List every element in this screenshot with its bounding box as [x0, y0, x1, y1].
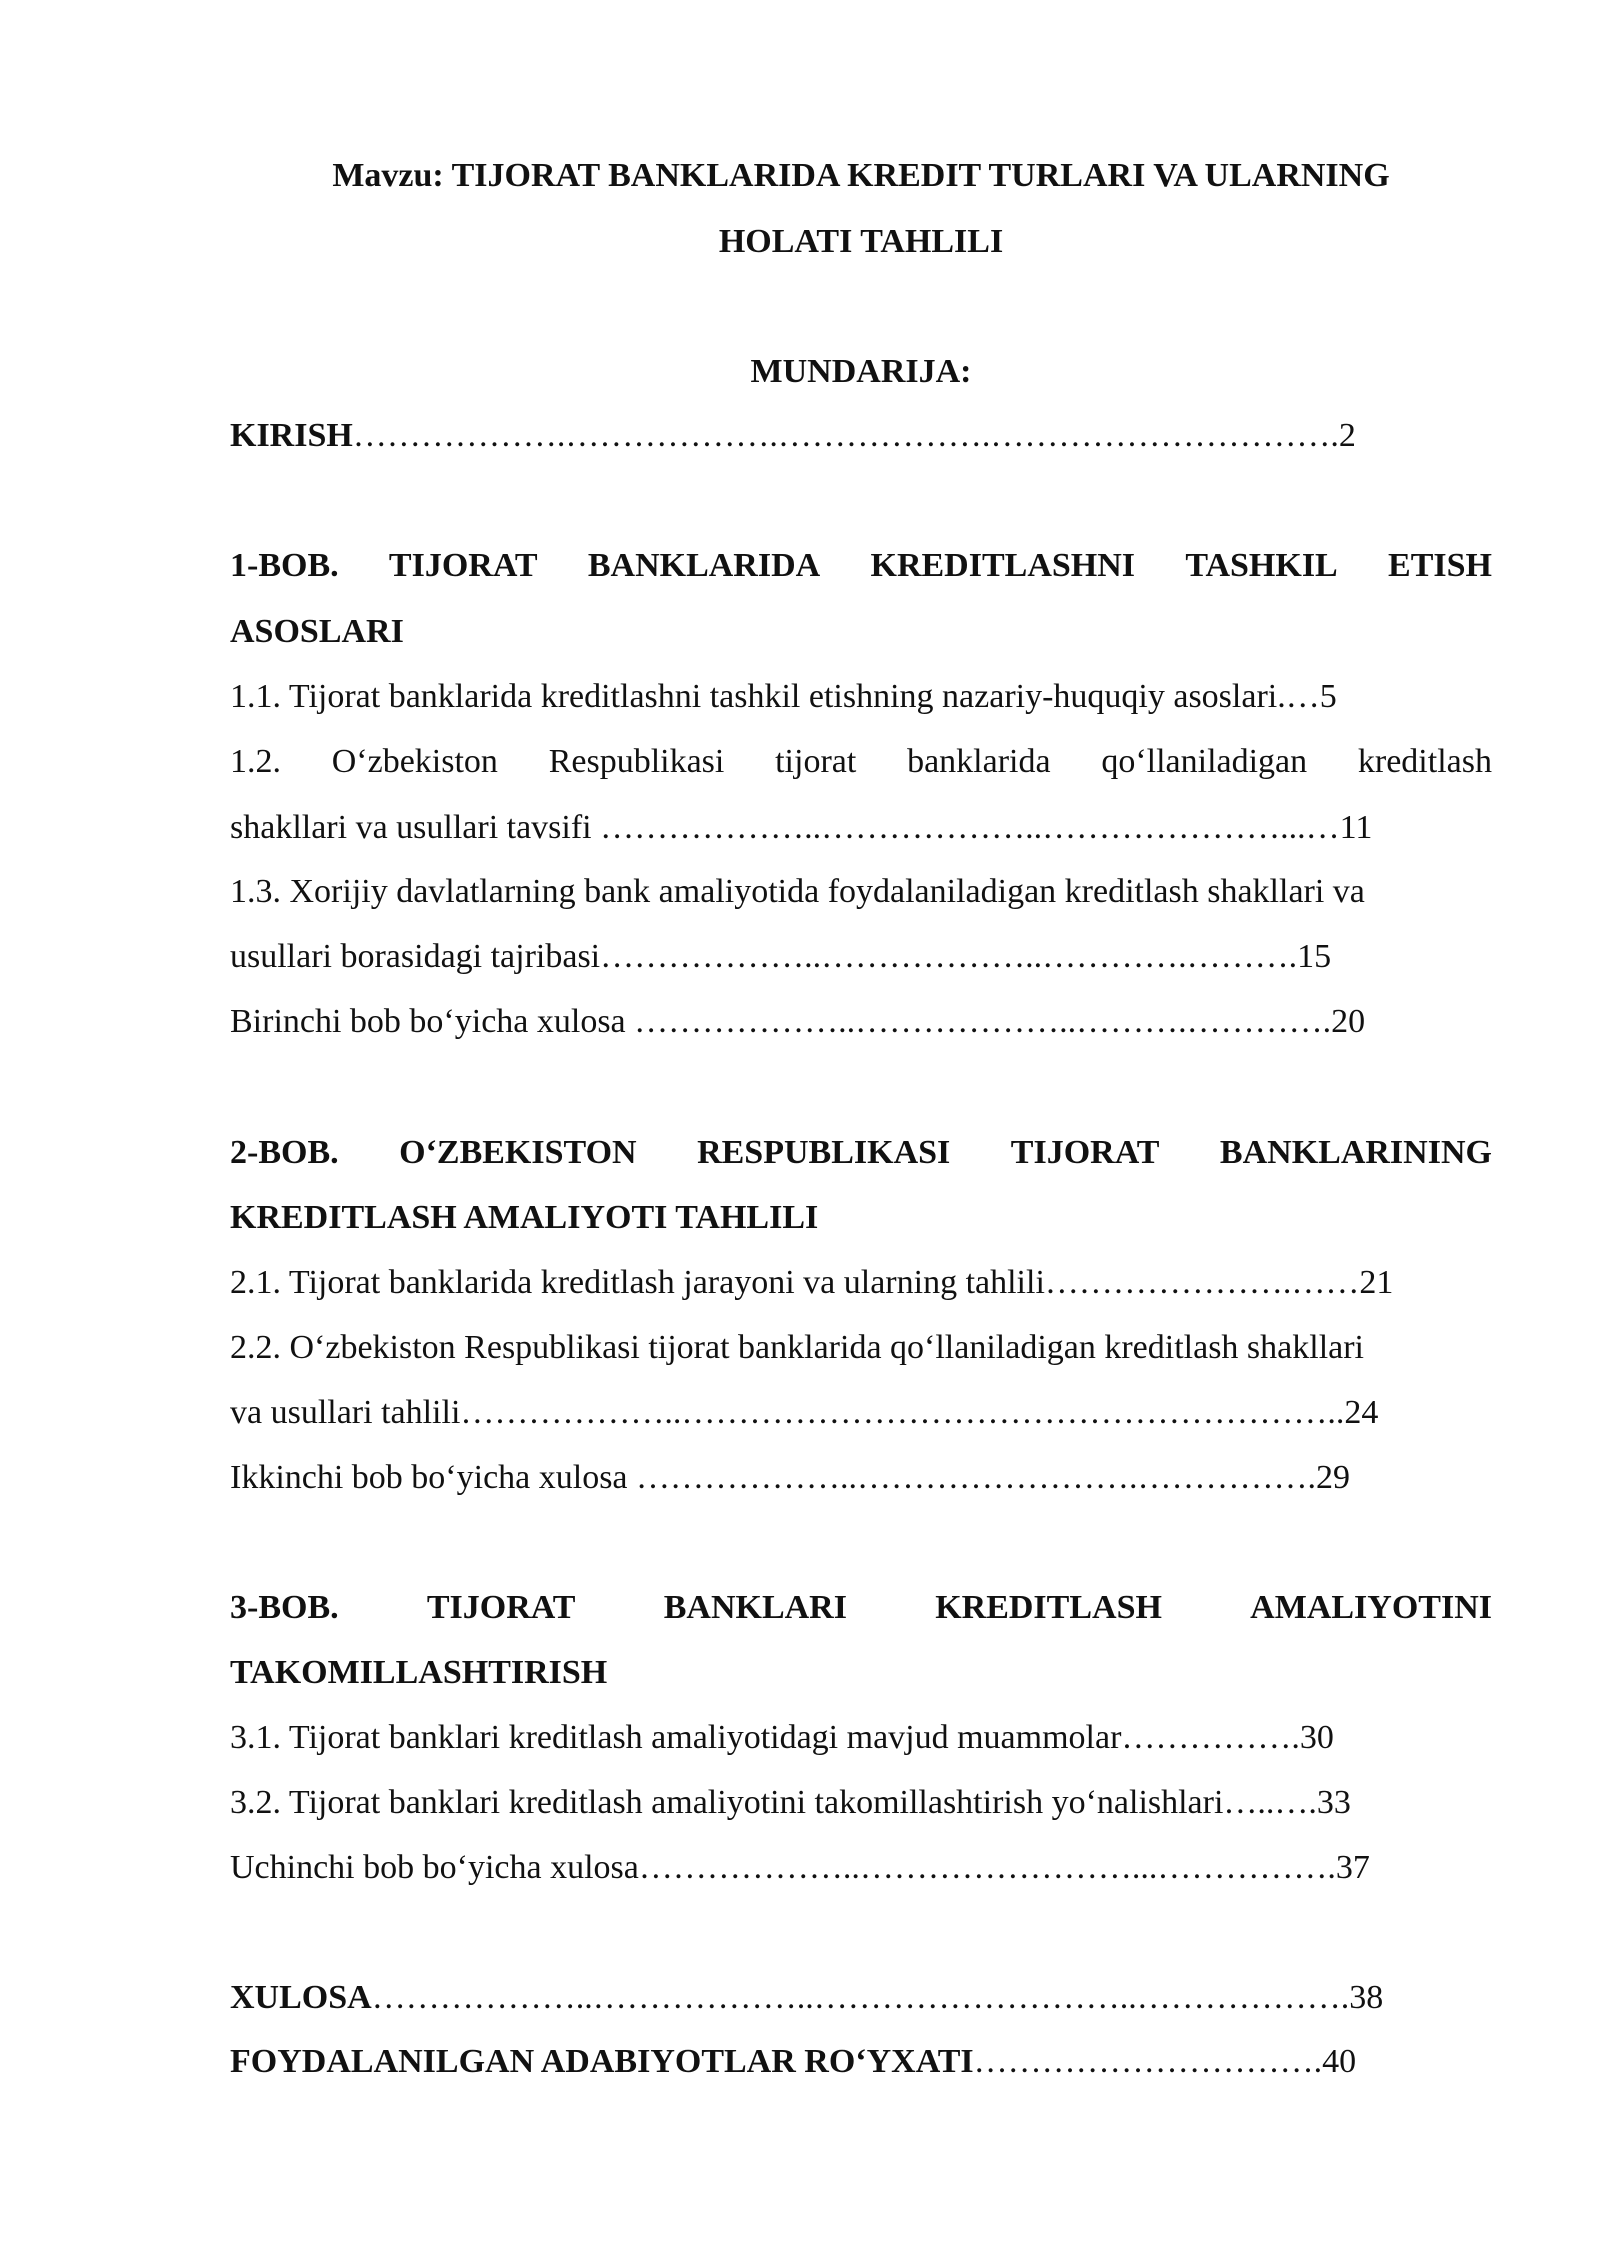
toc-entry-1-1[interactable]: 1.1. Tijorat banklarida kreditlashni tashkil etishning nazariy-huquqiy asoslari.…5 [230, 678, 1337, 715]
toc-entry-chapter3-summary[interactable]: Uchinchi bob bo‘yicha xulosa………………..……………………...…………….37 [230, 1849, 1370, 1886]
toc-entry-2-2-line1[interactable]: 2.2. O‘zbekiston Respublikasi tijorat banklarida qo‘llaniladigan kreditlash shakllari [230, 1329, 1365, 1366]
toc-entry-references[interactable] [230, 2029, 1492, 2095]
toc-1-2-word: O‘zbekiston [331, 743, 498, 780]
toc-entry-chapter1-summary[interactable]: Birinchi bob bo‘yicha xulosa ………………..………………..……….………….20 [230, 1003, 1366, 1040]
toc-1-2-word: 1.2. [230, 743, 281, 780]
toc-intro-label: KIRISH [230, 417, 353, 454]
chapter1-heading-word: TASHKIL [1185, 547, 1338, 584]
toc-references-leader: ………………………….40 [973, 2043, 1357, 2080]
chapter3-heading-line1[interactable] [230, 1575, 1492, 1641]
toc-intro-page: 2 [1338, 417, 1356, 454]
chapter1-heading-word: ETISH [1388, 547, 1492, 584]
toc-1-2-word: kreditlash [1357, 743, 1492, 780]
toc-1-2-word: qo‘llaniladigan [1101, 743, 1308, 780]
chapter3-heading-line2[interactable]: TAKOMILLASHTIRISH [230, 1654, 608, 1691]
contents-heading: MUNDARIJA: [750, 353, 972, 390]
chapter3-heading-word: KREDITLASH [935, 1589, 1162, 1626]
toc-entry-2-2-line2[interactable]: va usullari tahlili………………..…………………………………………………..24 [230, 1394, 1379, 1431]
chapter1-heading-line2[interactable]: ASOSLARI [230, 613, 404, 650]
chapter3-heading-word: 3-BOB. [230, 1589, 339, 1626]
chapter2-heading-line1[interactable] [230, 1120, 1492, 1186]
toc-entry-2-1[interactable]: 2.1. Tijorat banklarida kreditlash jarayoni va ularning tahlili………………….……21 [230, 1264, 1394, 1301]
topic-title-line1: Mavzu: TIJORAT BANKLARIDA KREDIT TURLARI VA ULARNING [332, 157, 1390, 194]
toc-entry-1-3-line1[interactable]: 1.3. Xorijiy davlatlarning bank amaliyotida foydalaniladigan kreditlash shakllari va [230, 873, 1365, 910]
chapter2-heading-line2[interactable]: KREDITLASH AMALIYOTI TAHLILI [230, 1199, 819, 1236]
chapter2-heading-word: BANKLARINING [1219, 1134, 1492, 1171]
chapter2-heading-word: TIJORAT [1010, 1134, 1160, 1171]
toc-1-2-word: Respublikasi [548, 743, 725, 780]
toc-entry-1-2-line2[interactable]: shakllari va usullari tavsifi ………………..………………..…………………...…11 [230, 809, 1373, 846]
toc-1-2-word: tijorat [775, 743, 857, 780]
chapter2-heading-word: O‘ZBEKISTON [399, 1134, 637, 1171]
chapter1-heading-word: TIJORAT [388, 547, 538, 584]
toc-references-label: FOYDALANILGAN ADABIYOTLAR RO‘YXATI [230, 2043, 974, 2080]
toc-1-2-word: banklarida [907, 743, 1051, 780]
toc-entry-1-2-line1[interactable] [230, 729, 1492, 795]
chapter3-heading-word: BANKLARI [663, 1589, 847, 1626]
toc-entry-chapter2-summary[interactable]: Ikkinchi bob bo‘yicha xulosa ………………..…………………….…………….29 [230, 1459, 1351, 1496]
toc-entry-3-2[interactable]: 3.2. Tijorat banklari kreditlash amaliyotini takomillashtirish yo‘nalishlari…..….33 [230, 1784, 1351, 1821]
chapter2-heading-word: 2-BOB. [230, 1134, 339, 1171]
toc-entry-conclusion[interactable] [230, 1965, 1492, 2031]
chapter1-heading-word: 1-BOB. [230, 547, 339, 584]
toc-conclusion-label: XULOSA [230, 1979, 372, 2016]
chapter1-heading-word: KREDITLASHNI [870, 547, 1136, 584]
toc-intro-leader: ……………….……………….……………….…………………………. [352, 417, 1339, 454]
topic-title-line2: HOLATI TAHLILI [718, 223, 1004, 260]
chapter3-heading-word: AMALIYOTINI [1250, 1589, 1492, 1626]
toc-conclusion-leader: ………………..………………..………………………..……………….38 [371, 1979, 1384, 2016]
chapter3-heading-word: TIJORAT [426, 1589, 576, 1626]
chapter1-heading-word: BANKLARIDA [587, 547, 821, 584]
toc-entry-intro[interactable] [230, 403, 1492, 469]
chapter2-heading-word: RESPUBLIKASI [697, 1134, 951, 1171]
toc-entry-3-1[interactable]: 3.1. Tijorat banklari kreditlash amaliyotidagi mavjud muammolar…………….30 [230, 1719, 1334, 1756]
toc-entry-1-3-line2[interactable]: usullari borasidagi tajribasi………………..………………..………….……….15 [230, 938, 1332, 975]
chapter1-heading-line1[interactable] [230, 533, 1492, 599]
